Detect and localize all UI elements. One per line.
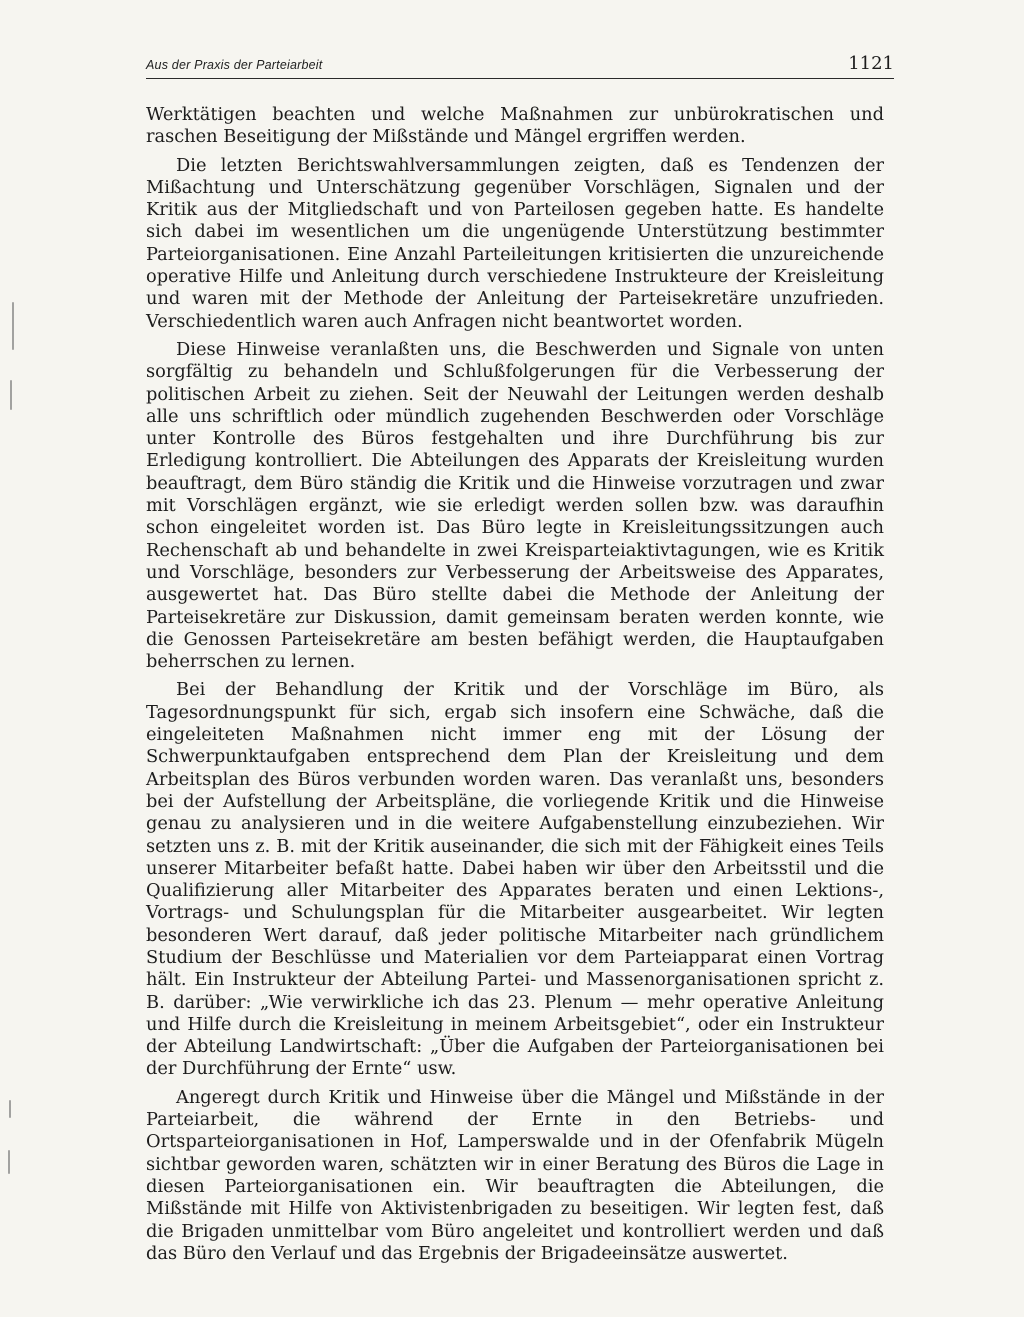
running-title: Aus der Praxis der Parteiarbeit	[146, 58, 323, 72]
paragraph: Die letzten Berichtswahlversammlungen zeigten, daß es Tendenzen der Mißachtung und Unterschätzung gegenüber Vorschlägen, Signalen und der Kritik aus der Mitgliedschaft und von Parteilosen gegeben hatte. Es handelte sich dabei im wesentlichen um die ungenügende Unterstützung bestimmter Parteiorganisationen. Eine Anzahl Parteileitungen kritisierten die unzureichende operative Hilfe und Anleitung durch verschiedene Instrukteure der Kreisleitung und waren mit der Methode der Anleitung der Parteisekretäre unzufrieden. Verschiedentlich waren auch Anfragen nicht beantwortet worden.	[146, 154, 884, 332]
scan-mark	[9, 1100, 11, 1118]
scan-mark	[12, 302, 14, 350]
page-number: 1121	[848, 53, 894, 74]
paragraph: Bei der Behandlung der Kritik und der Vorschläge im Büro, als Tagesordnungspunkt für sich, ergab sich insofern eine Schwäche, daß die eingeleiteten Maßnahmen nicht immer eng mit der Lösung der Schwerpunktaufgaben entsprechend dem Plan der Kreisleitung und dem Arbeitsplan des Büros verbunden worden waren. Das veranlaßt uns, besonders bei der Aufstellung der Arbeitspläne, die vorliegende Kritik und die Hinweise genau zu analysieren und in die weitere Aufgabenstellung einzubeziehen. Wir setzten uns z. B. mit der Kritik auseinander, die sich mit der Fähigkeit eines Teils unserer Mitarbeiter befaßt hatte. Dabei haben wir über den Arbeitsstil und die Qualifizierung aller Mitarbeiter des Apparates beraten und einen Lektions-, Vortrags- und Schulungsplan für die Mitarbeiter ausgearbeitet. Wir legten besonderen Wert darauf, daß jeder politische Mitarbeiter nach gründlichem Studium der Beschlüsse und Materialien vor dem Parteiapparat einen Vortrag hält. Ein Instrukteur der Abteilung Partei- und Massenorganisationen spricht z. B. darüber: „Wie verwirkliche ich das 23. Plenum — mehr operative Anleitung und Hilfe durch die Kreisleitung in meinem Arbeitsgebiet“, oder ein Instrukteur der Abteilung Landwirtschaft: „Über die Aufgaben der Parteiorganisationen bei der Durchführung der Ernte“ usw.	[146, 679, 884, 1080]
page-header	[146, 52, 894, 79]
scan-mark	[8, 1150, 10, 1174]
scan-mark	[10, 380, 12, 410]
body-text	[146, 104, 884, 1271]
paragraph: Diese Hinweise veranlaßten uns, die Beschwerden und Signale von unten sorgfältig zu behandeln und Schlußfolgerungen für die Verbesserung der politischen Arbeit zu ziehen. Seit der Neuwahl der Leitungen werden deshalb alle uns schriftlich oder mündlich zugehenden Beschwerden oder Vorschläge unter Kontrolle des Büros festgehalten und ihre Durchführung bis zur Erledigung kontrolliert. Die Abteilungen des Apparats der Kreisleitung wurden beauftragt, dem Büro ständig die Kritik und die Hinweise vorzutragen und zwar mit Vorschlägen ergänzt, wie sie erledigt werden sollen bzw. was daraufhin schon eingeleitet worden ist. Das Büro legte in Kreisleitungssitzungen auch Rechenschaft ab und behandelte in zwei Kreisparteiaktivtagungen, wie es Kritik und Vorschläge, besonders zur Verbesserung der Arbeitsweise des Apparates, ausgewertet hat. Das Büro stellte dabei die Methode der Anleitung der Parteisekretäre zur Diskussion, damit gemeinsam beraten werden konnte, wie die Genossen Parteisekretäre am besten befähigt werden, die Hauptaufgaben beherrschen zu lernen.	[146, 338, 884, 673]
paragraph: Angeregt durch Kritik und Hinweise über die Mängel und Mißstände in der Parteiarbeit, die während der Ernte in den Betriebs- und Ortsparteiorganisationen in Hof, Lamperswalde und in der Ofenfabrik Mügeln sichtbar geworden waren, schätzten wir in einer Beratung des Büros die Lage in diesen Parteiorganisationen ein. Wir beauftragten die Abteilungen, die Mißstände mit Hilfe von Aktivistenbrigaden zu beseitigen. Wir legten fest, daß die Brigaden unmittelbar vom Büro angeleitet und kontrolliert werden und daß das Büro den Verlauf und das Ergebnis der Brigadeeinsätze auswertet.	[146, 1086, 884, 1264]
paragraph: Werktätigen beachten und welche Maßnahmen zur unbürokratischen und raschen Beseitigung der Mißstände und Mängel ergriffen werden.	[146, 104, 884, 148]
